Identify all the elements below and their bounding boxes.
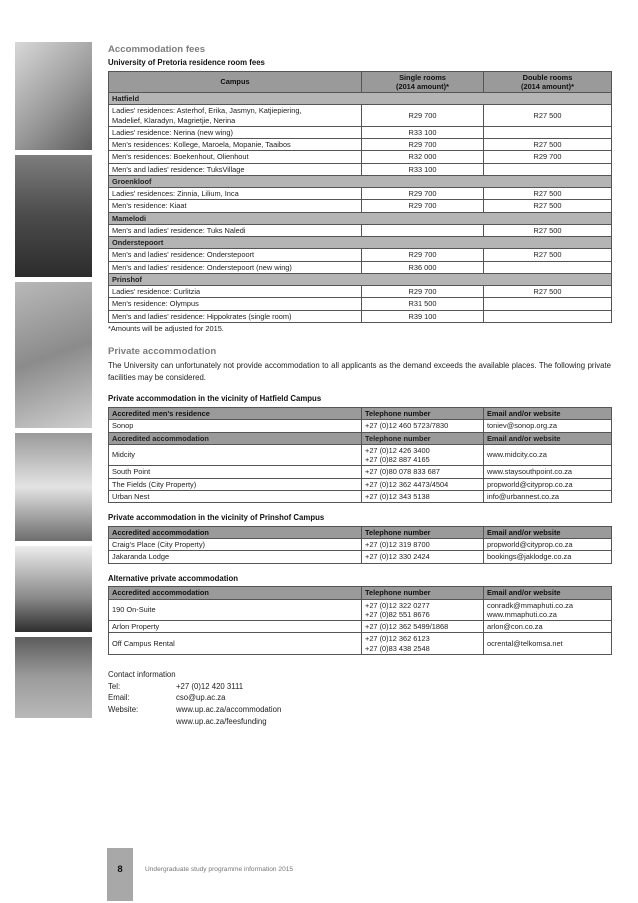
campus-courtyard-photo [15, 433, 92, 541]
page-number-tab [107, 848, 133, 901]
fee-row [109, 126, 612, 138]
residence-name: Men's and ladies' residence: Hippokrates (single room) [109, 310, 362, 322]
contact-tel-label: Tel: [108, 681, 121, 691]
accommodation-name: 190 On-Suite [109, 599, 362, 621]
contact-website-link-feesfunding[interactable]: www.up.ac.za/feesfunding [176, 716, 267, 726]
fee-row [109, 310, 612, 322]
accommodation-name: South Point [109, 466, 362, 478]
telephone-header: Telephone number [362, 526, 484, 538]
accommodation-row [109, 551, 612, 563]
double-room-fee: R27 500 [484, 286, 612, 298]
telephone-number: +27 (0)12 343 5138 [362, 490, 484, 502]
fee-row [109, 261, 612, 273]
email-website-link[interactable]: bookings@jaklodge.co.za [484, 551, 612, 563]
prinshof-private-table-body [109, 526, 612, 563]
email-website-link[interactable]: info@urbannest.co.za [484, 490, 612, 502]
email-website-link[interactable]: conradk@mmaphuti.co.za www.mmaphuti.co.za [484, 599, 612, 621]
telephone-number: +27 (0)12 362 5499/1868 [362, 621, 484, 633]
accommodation-row [109, 444, 612, 466]
double-room-fee [484, 163, 612, 175]
accommodation-name: Off Campus Rental [109, 633, 362, 655]
residence-name: Ladies' residences: Asterhof, Erika, Jasmyn, Katjiepiering, Madelief, Klaradyn, Magrietjie, Nerina [109, 105, 362, 127]
contact-website-link-accommodation[interactable]: www.up.ac.za/accommodation [176, 704, 282, 714]
single-room-fee: R29 700 [362, 105, 484, 127]
fees-table-caption: University of Pretoria residence room fees [108, 57, 265, 67]
residence-name: Men's and ladies' residence: Onderstepoort (new wing) [109, 261, 362, 273]
students-walking-photo [15, 637, 92, 718]
email-website-link[interactable]: propworld@cityprop.co.za [484, 539, 612, 551]
contact-website-row [108, 704, 611, 716]
campus-group-row [109, 175, 612, 187]
campus-group-label: Mamelodi [109, 212, 612, 224]
telephone-number: +27 (0)12 330 2424 [362, 551, 484, 563]
single-rooms-header: Single rooms (2014 amount)* [362, 71, 484, 93]
accommodation-name-header: Accredited accommodation [109, 587, 362, 599]
single-room-fee: R33 100 [362, 126, 484, 138]
double-room-fee: R27 500 [484, 200, 612, 212]
double-room-fee: R29 700 [484, 151, 612, 163]
email-website-link[interactable]: ocrental@telkomsa.net [484, 633, 612, 655]
double-rooms-header: Double rooms (2014 amount)* [484, 71, 612, 93]
fee-row [109, 163, 612, 175]
double-room-fee [484, 298, 612, 310]
double-room-fee: R27 500 [484, 139, 612, 151]
piggy-bank-photo [15, 42, 92, 150]
accommodation-name: Midcity [109, 444, 362, 466]
residence-name: Ladies' residence: Curlitzia [109, 286, 362, 298]
cricket-player-photo [15, 546, 92, 632]
residence-name: Men's and ladies' residence: Tuks Naledi [109, 224, 362, 236]
fee-row [109, 139, 612, 151]
residence-name: Men's and ladies' residence: TuksVillage [109, 163, 362, 175]
credit-card-photo [15, 282, 92, 428]
email-website-link[interactable]: arlon@con.co.za [484, 621, 612, 633]
fees-table-body [109, 93, 612, 323]
hatfield-private-table-body [109, 408, 612, 503]
double-room-fee: R27 500 [484, 105, 612, 127]
single-room-fee: R29 700 [362, 286, 484, 298]
accommodation-row [109, 633, 612, 655]
page-number: 8 [117, 864, 123, 875]
accommodation-row [109, 599, 612, 621]
single-room-fee [362, 224, 484, 236]
telephone-number: +27 (0)12 319 8700 [362, 539, 484, 551]
email-website-header: Email and/or website [484, 432, 612, 444]
double-room-fee: R27 500 [484, 224, 612, 236]
accommodation-row [109, 539, 612, 551]
accommodation-table-header [109, 587, 612, 599]
residence-name: Men's residence: Kiaat [109, 200, 362, 212]
email-website-link[interactable]: toniev@sonop.org.za [484, 420, 612, 432]
accommodation-row [109, 621, 612, 633]
fees-table-header [109, 71, 612, 93]
accommodation-name: Jakaranda Lodge [109, 551, 362, 563]
campus-header: Campus [109, 71, 362, 93]
telephone-number: +27 (0)12 426 3400 +27 (0)82 887 4165 [362, 444, 484, 466]
fee-row [109, 151, 612, 163]
email-website-header: Email and/or website [484, 408, 612, 420]
accommodation-name: Sonop [109, 420, 362, 432]
single-room-fee: R29 700 [362, 200, 484, 212]
alternative-private-heading: Alternative private accommodation [108, 573, 238, 583]
prinshof-private-table [108, 526, 612, 564]
email-website-header: Email and/or website [484, 587, 612, 599]
telephone-number: +27 (0)80 078 833 687 [362, 466, 484, 478]
single-room-fee: R33 100 [362, 163, 484, 175]
accommodation-row [109, 490, 612, 502]
contact-email-label: Email: [108, 693, 130, 703]
residence-name: Men's residences: Boekenhout, Olienhout [109, 151, 362, 163]
private-accommodation-intro: The University can unfortunately not provide accommodation to all applicants as the demand exceeds the available places. The following private facilities may be considered. [108, 361, 611, 383]
contact-tel-row [108, 681, 611, 693]
accommodation-row [109, 420, 612, 432]
telephone-number: +27 (0)12 322 0277 +27 (0)82 551 8676 [362, 599, 484, 621]
footer-text: Undergraduate study programme information 2015 [145, 866, 294, 873]
campus-group-label: Hatfield [109, 93, 612, 105]
single-room-fee: R36 000 [362, 261, 484, 273]
accommodation-table-header [109, 526, 612, 538]
sidebar-photo-strip [15, 42, 92, 718]
double-room-fee [484, 310, 612, 322]
email-website-link[interactable]: propworld@cityprop.co.za [484, 478, 612, 490]
telephone-number: +27 (0)12 460 5723/7830 [362, 420, 484, 432]
residence-name: Men's and ladies' residence: Onderstepoort [109, 249, 362, 261]
accommodation-fees-title: Accommodation fees [108, 44, 206, 55]
contact-website-row-2 [108, 716, 611, 728]
accommodation-name-header: Accredited accommodation [109, 432, 362, 444]
email-website-link[interactable]: www.midcity.co.za [484, 444, 612, 466]
contact-email-link[interactable]: cso@up.ac.za [176, 693, 226, 703]
private-accommodation-title: Private accommodation [108, 346, 217, 358]
residence-name: Men's residence: Olympus [109, 298, 362, 310]
telephone-header: Telephone number [362, 432, 484, 444]
residence-building-photo [15, 155, 92, 277]
contact-heading: Contact information [108, 669, 176, 679]
accommodation-name: Urban Nest [109, 490, 362, 502]
single-room-fee: R39 100 [362, 310, 484, 322]
single-room-fee: R29 700 [362, 188, 484, 200]
residence-name: Men's residences: Kollege, Maroela, Mopanie, Taaibos [109, 139, 362, 151]
accommodation-row [109, 478, 612, 490]
email-website-header: Email and/or website [484, 526, 612, 538]
campus-group-row [109, 237, 612, 249]
accommodation-name-header: Accredited men's residence [109, 408, 362, 420]
contact-information [108, 669, 611, 727]
accommodation-table-header [109, 432, 612, 444]
telephone-number: +27 (0)12 362 4473/4504 [362, 478, 484, 490]
telephone-header: Telephone number [362, 408, 484, 420]
double-room-fee: R27 500 [484, 188, 612, 200]
accommodation-name: Craig's Place (City Property) [109, 539, 362, 551]
single-room-fee: R31 500 [362, 298, 484, 310]
telephone-number: +27 (0)12 362 6123 +27 (0)83 438 2548 [362, 633, 484, 655]
accommodation-name: The Fields (City Property) [109, 478, 362, 490]
single-room-fee: R29 700 [362, 249, 484, 261]
campus-group-label: Groenkloof [109, 175, 612, 187]
campus-group-row [109, 212, 612, 224]
fee-row [109, 200, 612, 212]
double-room-fee [484, 261, 612, 273]
campus-group-label: Onderstepoort [109, 237, 612, 249]
accommodation-table-header [109, 408, 612, 420]
single-room-fee: R29 700 [362, 139, 484, 151]
hatfield-private-table [108, 407, 612, 503]
residence-fees-table [108, 71, 612, 323]
fee-row [109, 105, 612, 127]
residence-name: Ladies' residence: Nerina (new wing) [109, 126, 362, 138]
fees-note: *Amounts will be adjusted for 2015. [108, 323, 224, 333]
fee-row [109, 298, 612, 310]
alternative-private-table [108, 586, 612, 655]
fee-row [109, 188, 612, 200]
hatfield-private-heading: Private accommodation in the vicinity of Hatfield Campus [108, 394, 322, 404]
fee-row [109, 249, 612, 261]
accommodation-name: Arlon Property [109, 621, 362, 633]
campus-group-label: Prinshof [109, 273, 612, 285]
accommodation-row [109, 466, 612, 478]
campus-group-row [109, 273, 612, 285]
contact-tel-value: +27 (0)12 420 3111 [176, 681, 244, 691]
fee-row [109, 224, 612, 236]
double-room-fee [484, 126, 612, 138]
telephone-header: Telephone number [362, 587, 484, 599]
contact-website-label: Website: [108, 704, 139, 714]
fee-row [109, 286, 612, 298]
contact-email-row [108, 692, 611, 704]
email-website-link[interactable]: www.staysouthpoint.co.za [484, 466, 612, 478]
double-room-fee: R27 500 [484, 249, 612, 261]
residence-name: Ladies' residences: Zinnia, Lilium, Inca [109, 188, 362, 200]
single-room-fee: R32 000 [362, 151, 484, 163]
prinshof-private-heading: Private accommodation in the vicinity of Prinshof Campus [108, 513, 325, 523]
alternative-private-table-body [109, 587, 612, 655]
main-content [108, 44, 611, 727]
accommodation-name-header: Accredited accommodation [109, 526, 362, 538]
campus-group-row [109, 93, 612, 105]
